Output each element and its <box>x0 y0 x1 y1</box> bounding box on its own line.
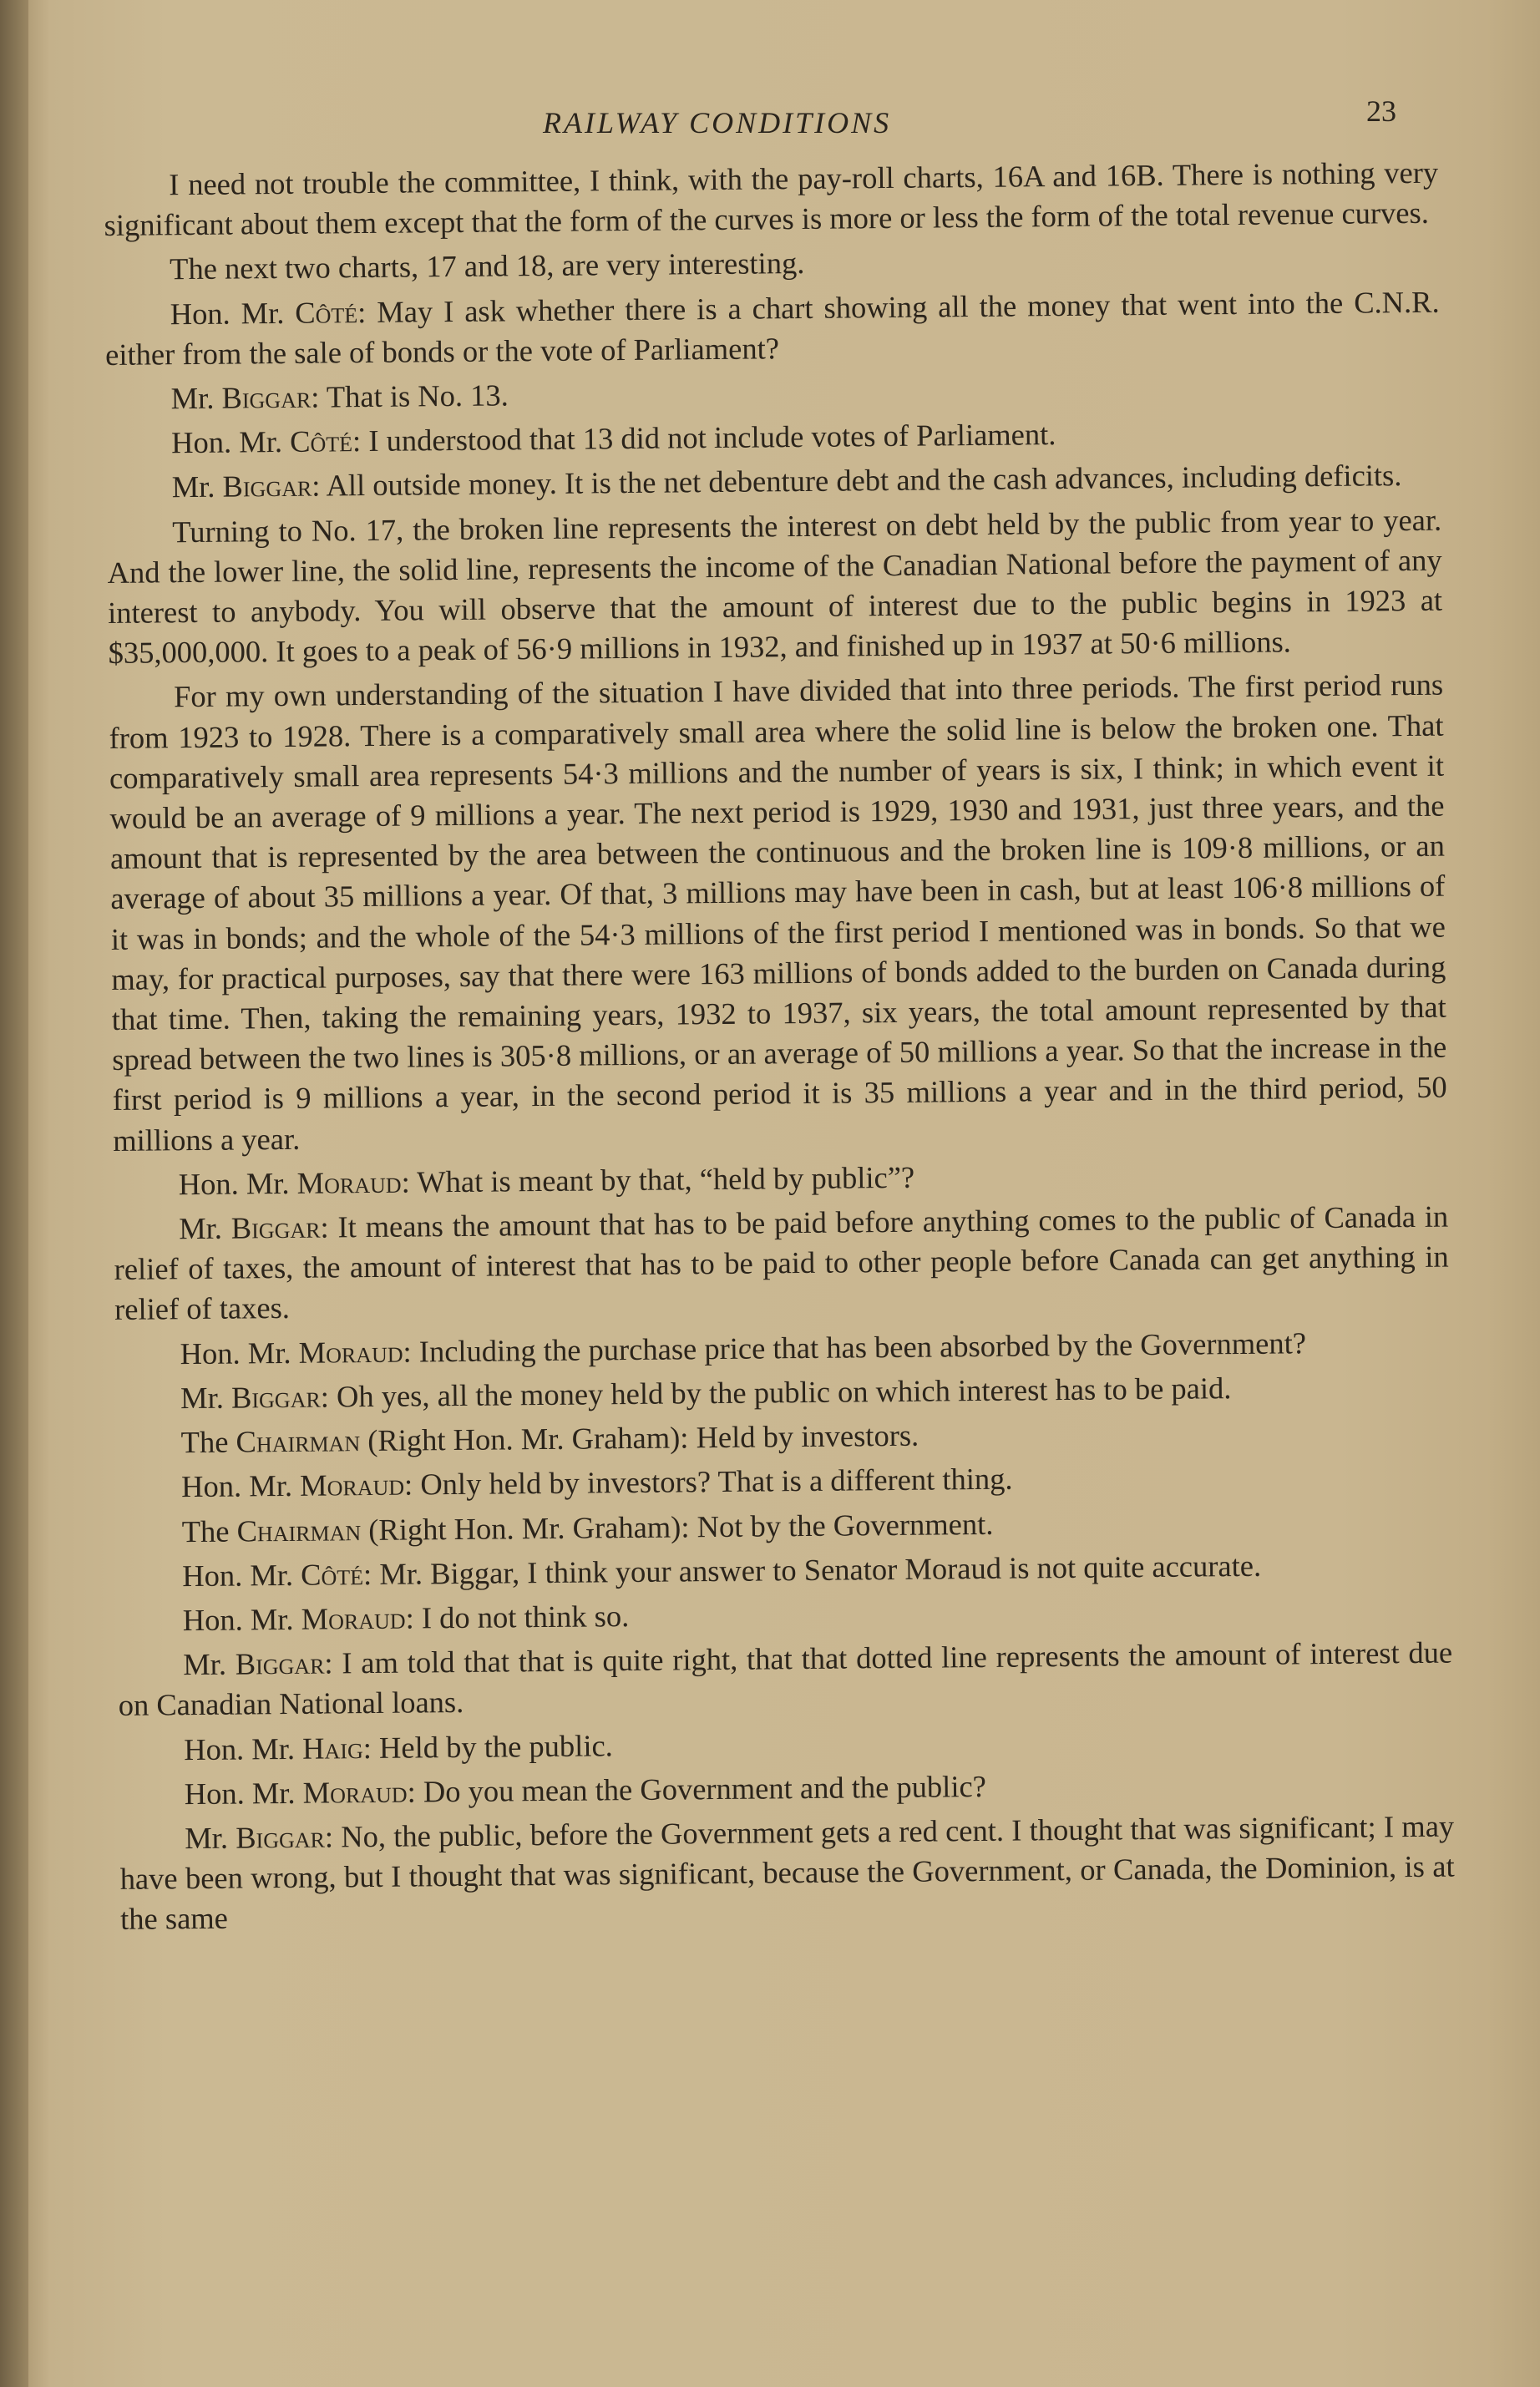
paragraph <box>118 1588 1452 1641</box>
paragraph <box>114 1321 1449 1375</box>
speaker-name: Chairman <box>236 1423 361 1459</box>
page-header <box>0 94 1540 144</box>
speaker-prefix: Hon. Mr. <box>184 1775 303 1811</box>
speaker-name: Biggar <box>235 1645 325 1681</box>
running-head: RAILWAY CONDITIONS <box>543 106 892 139</box>
speaker-name: Moraud <box>298 1334 403 1370</box>
speaker-name: Biggar <box>236 1819 326 1855</box>
speaker-name: Haig <box>301 1730 363 1766</box>
paragraph-text: I do not think so. <box>421 1598 630 1635</box>
speaker-suffix: : <box>324 1645 342 1680</box>
paragraph <box>119 1717 1453 1771</box>
paragraph <box>104 237 1439 291</box>
speaker-suffix: : <box>403 1334 419 1369</box>
paragraph <box>116 1499 1451 1553</box>
speaker-name: Moraud <box>296 1164 402 1200</box>
paragraph-text: Not by the Government. <box>697 1506 994 1543</box>
paragraph <box>104 153 1439 246</box>
paragraph <box>113 1152 1447 1205</box>
paragraph <box>114 1197 1449 1330</box>
speaker-prefix: Hon. Mr. <box>170 295 296 331</box>
speaker-prefix: Mr. <box>185 1820 236 1856</box>
speaker-suffix: : <box>324 1819 342 1854</box>
page-gutter <box>0 0 28 2387</box>
speaker-prefix: Hon. Mr. <box>178 1165 297 1202</box>
speaker-prefix: Hon. Mr. <box>180 1335 299 1371</box>
page-number: 23 <box>1366 94 1396 128</box>
speaker-prefix: Hon. Mr. <box>182 1557 301 1593</box>
paragraph-text: Mr. Biggar, I think your answer to Senator Moraud is not quite accurate. <box>379 1548 1262 1591</box>
speaker-suffix: : <box>401 1164 418 1199</box>
paragraph-text: I need not trouble the committee, I think, with the pay-roll charts, 16A and 16B. There is nothing very significant about them except that the form of the curves is more or less the form of the total revenue curves. <box>104 155 1439 243</box>
paragraph <box>107 499 1443 673</box>
speaker-suffix: (Right Hon. Mr. Graham): <box>359 1420 697 1458</box>
paragraph <box>118 1633 1453 1726</box>
speaker-prefix: The <box>181 1513 237 1548</box>
paragraph <box>119 1761 1453 1815</box>
paragraph <box>106 411 1441 464</box>
body-text <box>104 153 1455 1944</box>
paragraph-text: Turning to No. 17, the broken line represents the interest on debt held by the public from year to year. And the lower line, the solid line, represents the income of the Canadian National before the payment of any interest to anybody. You will observe that the amount of interest due to the public begins in 1923 at $35,000,000. It goes to a peak of 56·9 millions in 1932, and finished up in 1937 at 50·6 millions. <box>107 502 1443 671</box>
speaker-name: Côté <box>300 1556 364 1592</box>
speaker-suffix: : <box>352 423 369 459</box>
paragraph <box>105 367 1440 420</box>
paragraph <box>119 1806 1455 1939</box>
speaker-name: Moraud <box>299 1467 405 1503</box>
paragraph-text: The next two charts, 17 and 18, are very interesting. <box>169 246 805 286</box>
paragraph <box>115 1411 1450 1464</box>
paragraph-text: That is No. 13. <box>326 378 509 414</box>
speaker-suffix: : <box>403 1467 421 1502</box>
speaker-prefix: The <box>180 1424 236 1460</box>
speaker-suffix: : <box>320 1209 338 1244</box>
paragraph-text: All outside money. It is the net debenture debt and the cash advances, including deficits. <box>326 458 1402 503</box>
speaker-prefix: Hon. Mr. <box>182 1601 301 1638</box>
paragraph <box>116 1455 1451 1508</box>
paragraph-text: Including the purchase price that has been absorbed by the Government? <box>418 1325 1307 1369</box>
paragraph <box>115 1366 1450 1419</box>
speaker-suffix: : <box>357 294 377 329</box>
paragraph-text: What is meant by that, “held by public”? <box>416 1159 915 1199</box>
speaker-suffix: : <box>311 379 327 414</box>
paragraph-text: Do you mean the Government and the public? <box>423 1768 987 1809</box>
speaker-prefix: Mr. <box>179 1210 231 1246</box>
speaker-name: Biggar <box>230 1209 321 1245</box>
speaker-suffix: : <box>312 468 327 504</box>
speaker-suffix: : <box>362 1730 380 1765</box>
speaker-name: Moraud <box>302 1774 408 1810</box>
paragraph-text: May I ask whether there is a chart showing all the money that went into the C.N.R. either from the sale of bonds or the vote of Parliament? <box>104 284 1440 372</box>
paragraph-text: No, the public, before the Government gets a red cent. I thought that was significant; I may have been wrong, but I thought that was significant, because the Government, or Canada, the Dominion, is at the same <box>119 1808 1455 1937</box>
speaker-prefix: Hon. Mr. <box>180 1468 301 1504</box>
paragraph-text: I understood that 13 did not include votes of Parliament. <box>368 417 1056 459</box>
paragraph-text: I am told that that is quite right, that that dotted line represents the amount of interest due on Canadian National loans. <box>118 1634 1453 1723</box>
speaker-suffix: (Right Hon. Mr. Graham): <box>360 1508 697 1547</box>
speaker-name: Biggar <box>230 1379 321 1415</box>
speaker-name: Côté <box>295 294 358 330</box>
paragraph-text: Oh yes, all the money held by the public on which interest has to be paid. <box>336 1370 1232 1414</box>
paragraph <box>117 1543 1451 1597</box>
speaker-prefix: Mr. <box>183 1646 236 1682</box>
paragraph-text: Only held by investors? That is a different thing. <box>420 1461 1013 1502</box>
paragraph-text: It means the amount that has to be paid before anything comes to the public of Canada in relief of taxes, the amount of interest that has to be paid to other people before Canada can get anything in relief of taxes. <box>114 1199 1449 1327</box>
paragraph-text: Held by the public. <box>378 1727 613 1765</box>
speaker-prefix: Mr. <box>171 469 223 504</box>
speaker-name: Moraud <box>301 1600 406 1636</box>
paragraph-text: Held by investors. <box>696 1417 919 1455</box>
paragraph <box>104 281 1440 375</box>
speaker-name: Biggar <box>221 379 312 415</box>
speaker-suffix: : <box>407 1774 424 1809</box>
speaker-name: Chairman <box>236 1512 362 1548</box>
speaker-suffix: : <box>405 1600 423 1635</box>
speaker-name: Biggar <box>222 469 312 504</box>
speaker-prefix: Hon. Mr. <box>170 424 291 460</box>
speaker-suffix: : <box>320 1379 337 1414</box>
speaker-prefix: Mr. <box>170 380 222 416</box>
speaker-suffix: : <box>362 1556 380 1591</box>
speaker-prefix: Hon. Mr. <box>184 1731 303 1766</box>
speaker-prefix: Mr. <box>180 1380 232 1416</box>
paragraph <box>109 665 1447 1161</box>
speaker-name: Côté <box>289 423 353 459</box>
paragraph-text: For my own understanding of the situation I have divided that into three periods. The first period runs from 1923 to 1928. There is a comparatively small area where the solid line is below the broken one. That comparatively small area represents 54·3 millions and the number of years is six, I think; in which event it would be an average of 9 millions a year. The next period is 1929, 1930 and 1931, just three years, and the amount that is represented by the area between the continuous and the broken line is 109·8 millions, or an average of about 35 millions a year. Of that, 3 millions may have been in cash, but at least 106·8 millions of it was in bonds; and the whole of the 54·3 millions of the first period I mentioned was in bonds. So that we may, for practical purposes, say that there were 163 millions of bonds added to the burden on Canada during that time. Then, taking the remaining years, 1932 to 1937, six years, the total amount represented by that spread between the two lines is 305·8 millions, or an average of 50 millions a year. So that the increase in the first period is 9 millions a year, in the second period it is 35 millions a year and in the third period, 50 millions a year. <box>109 667 1447 1158</box>
paragraph <box>106 455 1441 509</box>
